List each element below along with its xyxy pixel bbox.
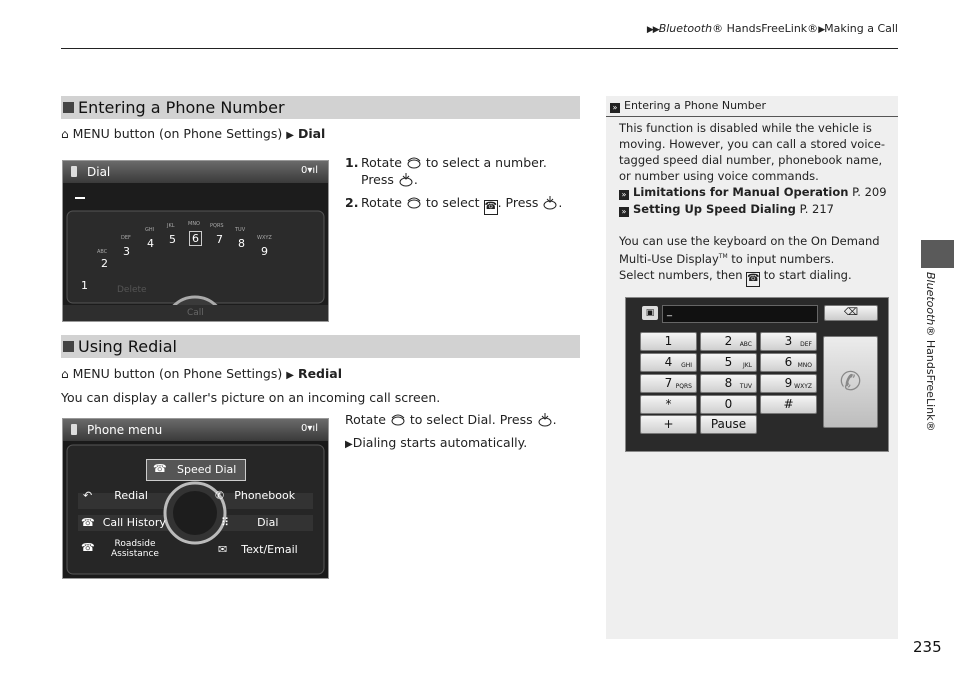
page-number: 235	[913, 638, 942, 656]
breadcrumb-arrow-icon: ▶▶	[646, 25, 659, 35]
dial-letters: WXYZ	[257, 235, 272, 241]
call-history-label: Call History	[102, 516, 166, 529]
dial-digit-1[interactable]: 1	[81, 279, 88, 292]
square-bullet-icon	[63, 341, 74, 352]
dial-digit-9[interactable]: 9	[261, 245, 268, 258]
roadside-label: Roadside	[114, 539, 156, 549]
step-text: Rotate	[361, 195, 402, 210]
screen-title: Dial	[87, 165, 111, 179]
redial-step: Rotate to select Dial. Press .	[345, 412, 557, 427]
dial-letters: MNO	[188, 221, 200, 227]
roadside-item[interactable]	[111, 539, 159, 559]
speed-dial-item[interactable]	[146, 459, 246, 481]
phonebook-icon: ✆	[215, 489, 225, 502]
trademark: TM	[718, 253, 728, 260]
phone-handset-icon: ☎	[153, 462, 167, 475]
section-heading-using-redial	[61, 335, 580, 358]
phone-icon	[71, 166, 77, 177]
para2-text: to start dialing.	[763, 267, 852, 282]
key-5[interactable]: 5 JKL	[700, 353, 757, 372]
reference-link-2[interactable]	[619, 201, 889, 217]
section-title: Using Redial	[78, 337, 177, 356]
menu-path-line	[61, 126, 325, 141]
reference-link-1[interactable]	[619, 184, 889, 200]
chapter-label-italic: Bluetooth	[924, 272, 937, 326]
phone-menu-screen	[62, 418, 329, 579]
para2-text: to input numbers.	[731, 251, 835, 266]
redial-item[interactable]	[83, 489, 148, 502]
reference-icon: »	[619, 207, 629, 217]
menu-path-text: MENU button (on Phone Settings)	[72, 126, 283, 141]
dial-digit-2[interactable]: 2	[101, 257, 108, 270]
reference-icon: »	[619, 190, 629, 200]
press-knob-icon	[542, 196, 558, 210]
rotate-knob-icon	[406, 156, 422, 170]
rotate-knob-icon	[406, 196, 422, 210]
reference-page: P. 209	[852, 185, 887, 199]
back-icon[interactable]: ▣	[642, 306, 658, 320]
roadside-label: Assistance	[111, 549, 159, 559]
step-text: Rotate	[345, 412, 386, 427]
key-star[interactable]: *	[640, 395, 697, 414]
dial-screen	[62, 160, 329, 322]
screen-title: Phone menu	[87, 423, 163, 437]
text-email-label: Text/Email	[241, 543, 298, 556]
key-pause[interactable]: Pause	[700, 415, 757, 434]
step-1: 1. Rotate to select a number. Press .	[345, 155, 547, 187]
dial-letters: GHI	[145, 227, 155, 233]
step-text: Rotate	[361, 155, 402, 170]
dial-digit-7[interactable]: 7	[216, 233, 223, 246]
screen-title-bar	[63, 419, 328, 441]
step-text: to select a number.	[425, 155, 547, 170]
key-7[interactable]: 7 PQRS	[640, 374, 697, 393]
dial-letters: DEF	[121, 235, 131, 241]
call-button-icon: ☎	[746, 272, 760, 287]
dial-digit-4[interactable]: 4	[147, 237, 154, 250]
delete-label[interactable]: Delete	[117, 285, 147, 295]
phone-icon	[71, 424, 77, 435]
breadcrumb-part2: ® HandsFreeLink®	[712, 22, 819, 35]
side-note-title: Entering a Phone Number	[624, 99, 767, 112]
backspace-button[interactable]: ⌫	[824, 305, 878, 321]
steps-list	[345, 154, 585, 221]
section-title: Entering a Phone Number	[78, 98, 285, 117]
section-heading-entering-number	[61, 96, 580, 119]
menu-path-line	[61, 366, 342, 381]
dial-digit-6[interactable]: 6	[189, 231, 202, 246]
arrow-icon: ▶	[286, 130, 294, 141]
envelope-icon: ✉	[218, 543, 228, 556]
step-2: 2. Rotate to select ☎. Press .	[345, 194, 585, 215]
step-number: 2.	[345, 195, 359, 210]
roadside-icon: ☎	[81, 541, 95, 554]
screen-title-bar	[63, 161, 328, 183]
dial-item[interactable]	[221, 516, 278, 529]
home-key-icon: ⌂	[61, 367, 69, 381]
signal-icon: 0▾ıl	[301, 423, 318, 434]
dial-letters: PQRS	[210, 223, 224, 229]
para2-text: You can use the keyboard on the On Demand Multi-Use Display	[619, 234, 880, 266]
key-hash[interactable]: #	[760, 395, 817, 414]
press-knob-icon	[398, 173, 414, 187]
square-bullet-icon	[63, 102, 74, 113]
keypad-icon: ⠿	[221, 516, 230, 529]
redial-result	[345, 434, 527, 453]
press-knob-icon	[537, 413, 553, 427]
call-label[interactable]: Call	[187, 308, 204, 318]
redial-intro: You can display a caller's picture on an incoming call screen.	[61, 390, 441, 405]
side-note-heading	[606, 96, 898, 117]
result-text: Dialing starts automatically.	[352, 435, 528, 450]
side-note-para2	[619, 233, 889, 287]
key-8[interactable]: 8 TUV	[700, 374, 757, 393]
key-0[interactable]: 0	[700, 395, 757, 414]
key-9[interactable]: 9 WXYZ	[760, 374, 817, 393]
signal-icon: 0▾ıl	[301, 165, 318, 176]
step-text: . Press	[497, 195, 539, 210]
home-key-icon: ⌂	[61, 127, 69, 141]
step-number: 1.	[345, 155, 359, 170]
call-history-icon: ☎	[81, 516, 95, 529]
reference-page: P. 217	[799, 202, 834, 216]
dial-digit-5[interactable]: 5	[169, 233, 176, 246]
step-text: Press	[361, 172, 394, 187]
redial-icon: ↶	[83, 489, 93, 502]
step-text: to select	[425, 195, 480, 210]
step-text: to select Dial. Press	[409, 412, 533, 427]
chapter-label	[922, 272, 952, 442]
chapter-label-rest: ® HandsFreeLink®	[924, 325, 937, 432]
reference-label: Setting Up Speed Dialing	[633, 202, 796, 216]
call-history-item[interactable]	[81, 516, 166, 529]
breadcrumb-arrow-icon: ▶	[818, 25, 825, 35]
entry-cursor	[75, 197, 85, 199]
phonebook-label: Phonebook	[234, 489, 296, 502]
dial-digit-8[interactable]: 8	[238, 237, 245, 250]
dial-letters: TUV	[235, 227, 246, 233]
keypad-screen	[625, 297, 889, 452]
reference-icon: »	[610, 103, 620, 113]
speed-dial-label: Speed Dial	[177, 463, 237, 476]
phonebook-item[interactable]	[215, 489, 295, 502]
side-note-para1: This function is disabled while the vehicle is moving. However, you can call a stored voice-tagged speed dial number, phonebook name, or number using voice commands.	[619, 121, 886, 183]
para2-text: Select numbers, then	[619, 267, 743, 282]
key-1[interactable]: 1	[640, 332, 697, 351]
menu-target: Redial	[297, 366, 343, 381]
text-email-item[interactable]	[218, 543, 298, 556]
dial-letters: ABC	[97, 249, 108, 255]
breadcrumb-part3: Making a Call	[824, 22, 898, 35]
chapter-tab	[921, 240, 954, 268]
key-4[interactable]: 4 GHI	[640, 353, 697, 372]
menu-path-text: MENU button (on Phone Settings)	[72, 366, 283, 381]
breadcrumb-part1: Bluetooth	[658, 22, 713, 35]
arrow-icon: ▶	[345, 439, 353, 450]
menu-target: Dial	[297, 126, 326, 141]
call-button[interactable]: ✆	[823, 336, 878, 428]
call-button-icon: ☎	[484, 200, 498, 215]
rotate-knob-icon	[390, 413, 406, 427]
reference-label: Limitations for Manual Operation	[633, 185, 849, 199]
arrow-icon: ▶	[286, 370, 294, 381]
breadcrumb	[647, 22, 898, 35]
key-2[interactable]: 2 ABC	[700, 332, 757, 351]
dial-letters: JKL	[167, 223, 175, 229]
header-rule	[61, 48, 898, 49]
dial-digit-3[interactable]: 3	[123, 245, 130, 258]
key-3[interactable]: 3 DEF	[760, 332, 817, 351]
number-entry-field[interactable]: _	[662, 305, 818, 323]
redial-label: Redial	[114, 489, 148, 502]
key-6[interactable]: 6 MNO	[760, 353, 817, 372]
dial-label: Dial	[257, 516, 279, 529]
key-plus[interactable]: +	[640, 415, 697, 434]
